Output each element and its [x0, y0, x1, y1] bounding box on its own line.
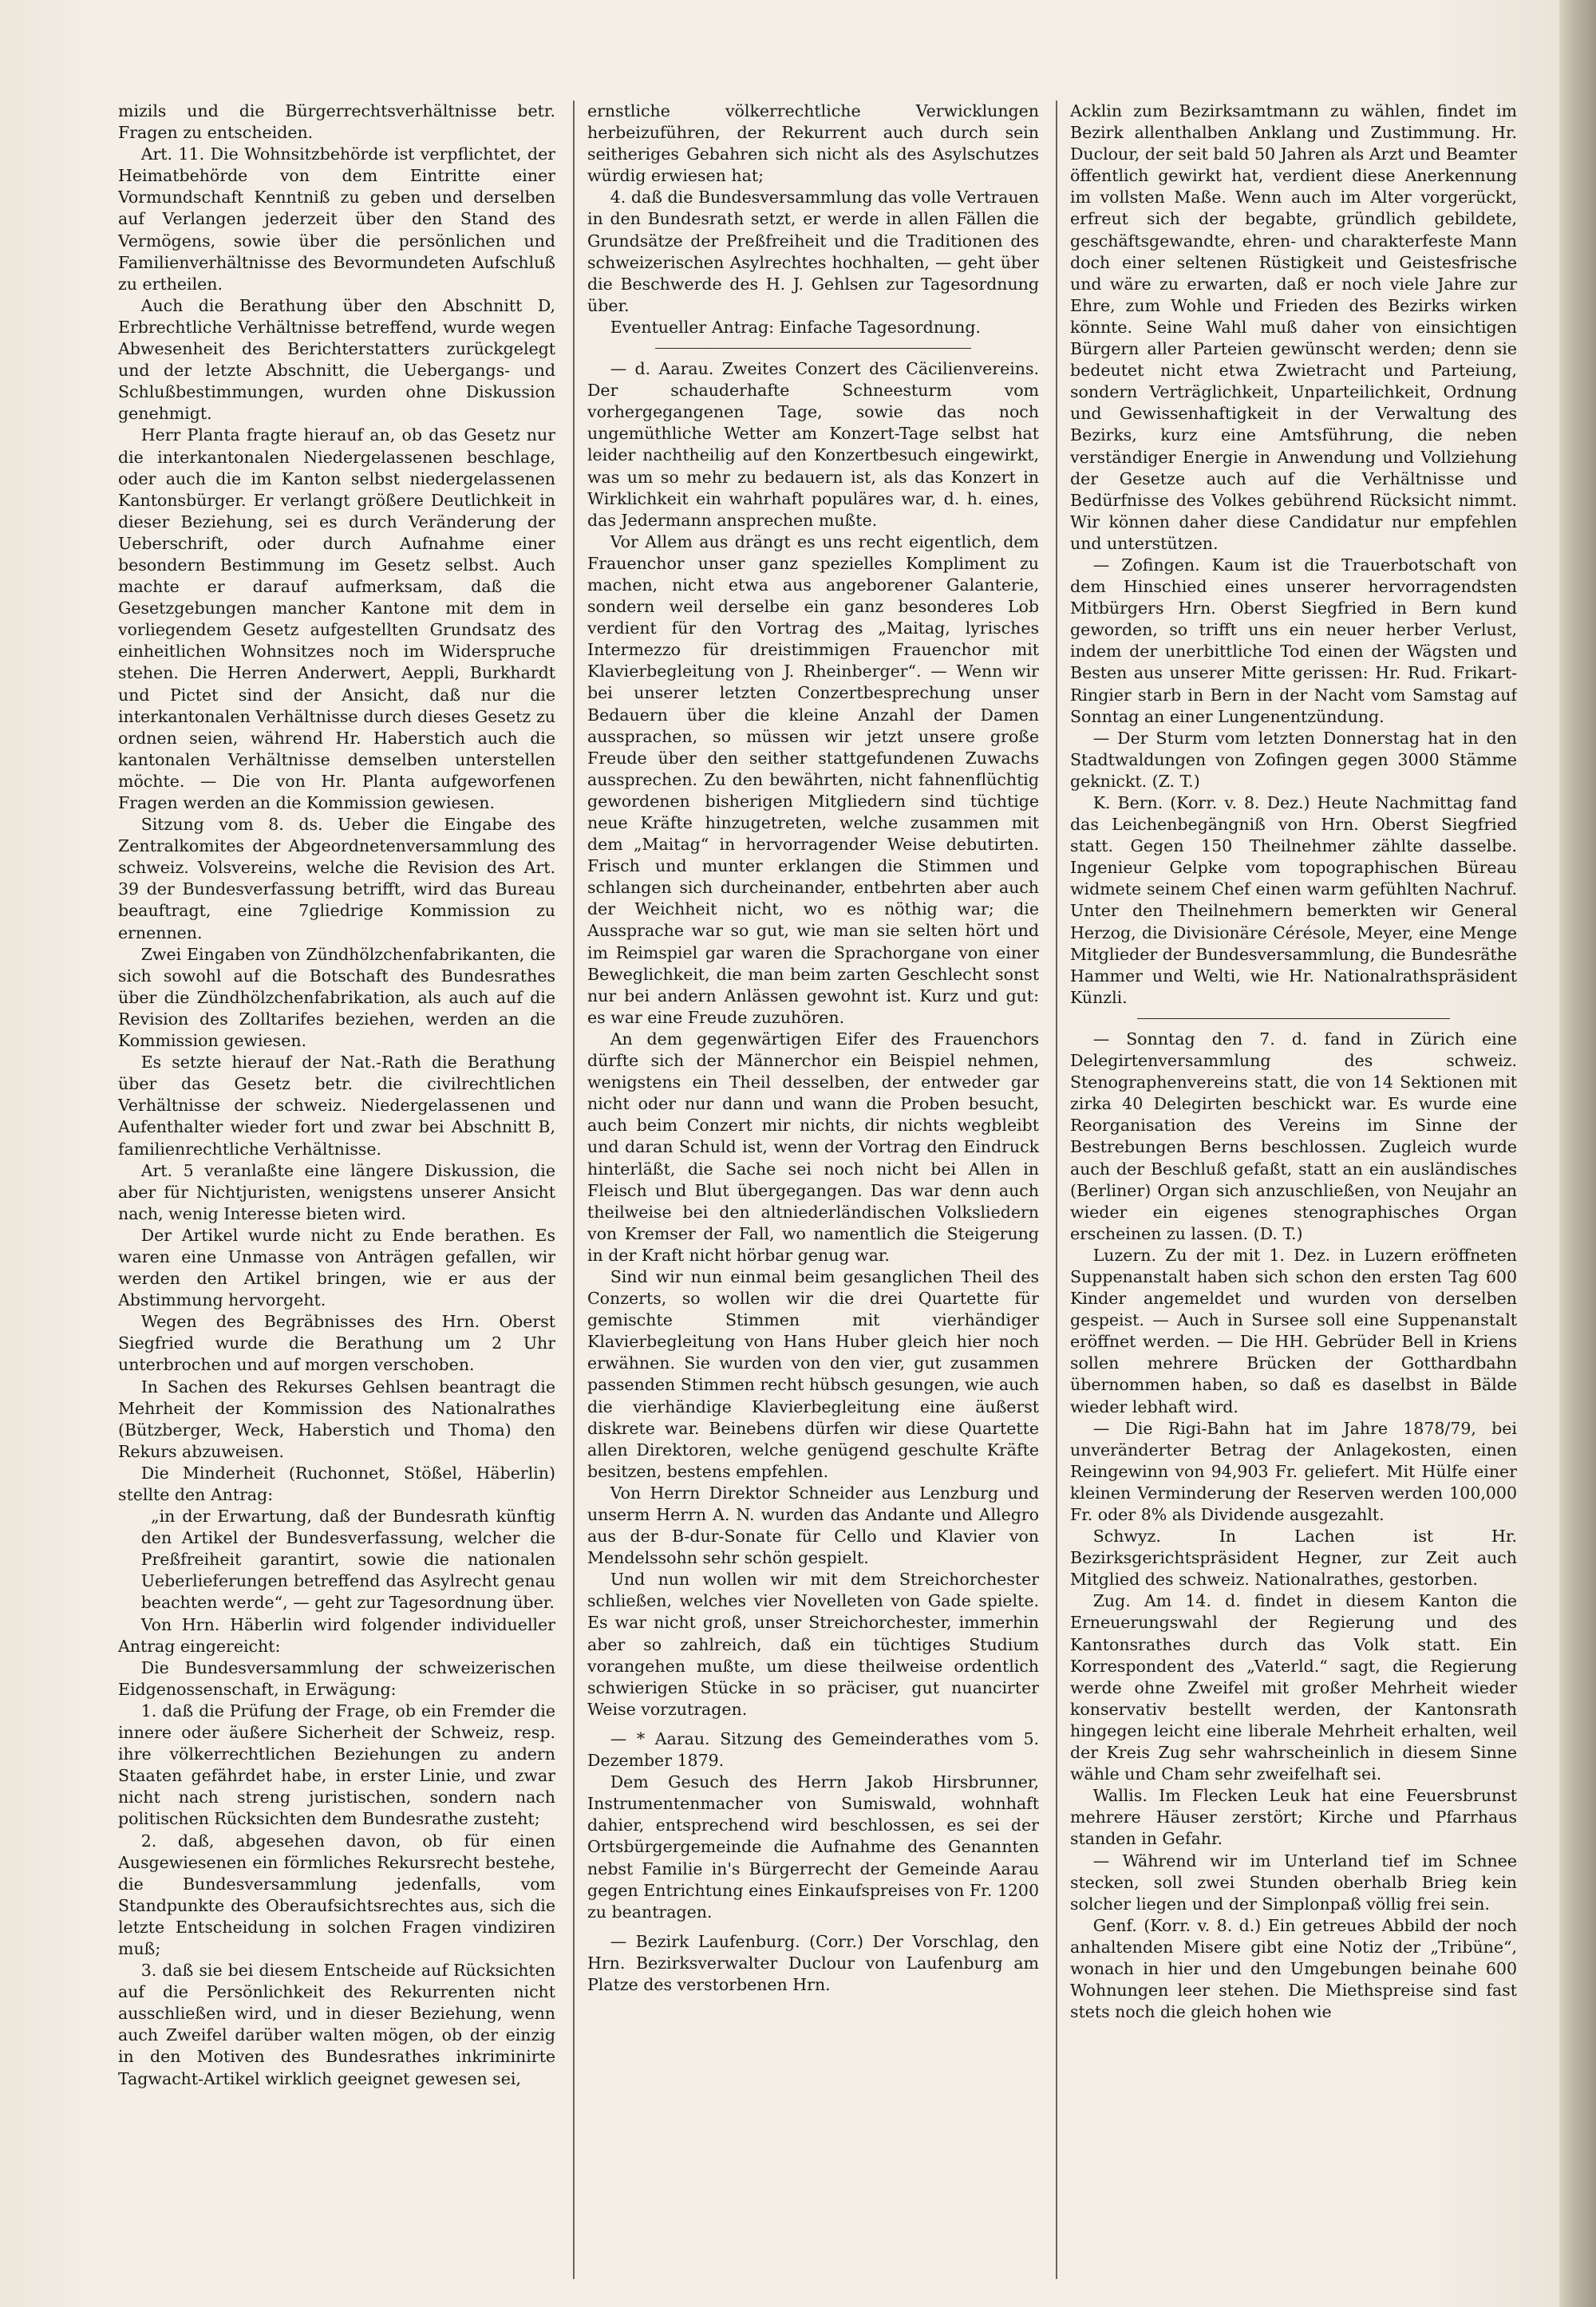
- col1-paragraph: mizils und die Bürgerrechtsverhältnisse betr. Fragen zu entscheiden.: [118, 101, 555, 143]
- col3-paragraph: Wallis. Im Flecken Leuk hat eine Feuersbrunst mehrere Häuser zerstört; Kirche und Pfarrhaus standen in Gefahr.: [1070, 1786, 1517, 1849]
- col2-paragraph: Von Herrn Direktor Schneider aus Lenzburg und unserm Herrn A. N. wurden das Andante und Allegro aus der B-dur-Sonate für Cello und Klavier von Mendelssohn sehr schön gespielt.: [587, 1483, 1039, 1568]
- col1-paragraph: Zwei Eingaben von Zündhölzchenfabrikanten, die sich sowohl auf die Botschaft des Bundesrathes über die Zündhölzchenfabrikation, als auch auf die Revision des Zolltarifes beziehen, werden an die Kommission gewiesen.: [118, 944, 555, 1051]
- col1-paragraph: Von Hrn. Häberlin wird folgender individueller Antrag eingereicht:: [118, 1614, 555, 1656]
- col2-paragraph: ernstliche völkerrechtliche Verwicklungen herbeizuführen, der Rekurrent auch durch sein seitheriges Gebahren sich nicht als des Asylschutzes würdig erwiesen hat;: [587, 101, 1039, 186]
- col3-paragraph: Schwyz. In Lachen ist Hr. Bezirksgerichtspräsident Hegner, zur Zeit auch Mitglied des schweiz. Nationalrathes, gestorben.: [1070, 1527, 1517, 1590]
- col2-paragraph: Vor Allem aus drängt es uns recht eigentlich, dem Frauenchor unser ganz spezielles Kompliment zu machen, nicht etwa aus angeborener Galanterie, sondern weil derselbe ein ganz besonderes Lob verdient für den Vortrag des „Maitag, lyrisches Intermezzo für dreistimmigen Frauenchor mit Klavierbegleitung von J. Rheinberger“. — Wenn wir bei unserer letzten Conzertbesprechung unser Bedauern über die kleine Anzahl der Damen aussprachen, so müssen wir jetzt unsere große Freude über den seither stattgefundenen Zuwachs aussprechen. Zu den bewährten, nicht fahnenflüchtig gewordenen bisherigen Mitgliedern sind tüchtige neue Kräfte hinzugetreten, welche zusammen mit dem „Maitag“ in hervorragender Weise debutirten. Frisch und munter erklangen die Stimmen und schlangen sich durcheinander, entbehrten aber auch der Weichheit nicht, wo es nöthig war; die Aussprache war so gut, wie man sie selten hört und im Reimspiel gar waren die Sprachorgane von einer Beweglichkeit, die man beim zarten Geschlecht sonst nur bei andern Anlässen gewohnt ist. Kurz und gut: es war eine Freude zuzuhören.: [587, 531, 1039, 1027]
- col2-paragraph: — * Aarau. Sitzung des Gemeinderathes vom 5. Dezember 1879.: [587, 1728, 1039, 1771]
- column-divider-1: [573, 101, 575, 2279]
- page-edge-binding: [1559, 0, 1596, 2307]
- col2-paragraph: 4. daß die Bundesversammlung das volle Vertrauen in den Bundesrath setzt, er werde in allen Fällen die Grundsätze der Preßfreiheit und die Traditionen des schweizerischen Asylrechtes hochhalten, — geht über die Beschwerde des H. J. Gehlsen zur Tagesordnung über.: [587, 188, 1039, 315]
- col3-paragraph: — Der Sturm vom letzten Donnerstag hat in den Stadtwaldungen von Zofingen gegen 3000 Stämme geknickt. (Z. T.): [1070, 728, 1517, 791]
- col3-paragraph: K. Bern. (Korr. v. 8. Dez.) Heute Nachmittag fand das Leichenbegängniß von Hrn. Oberst Siegfried statt. Gegen 150 Theilnehmer zählte dasselbe. Ingenieur Gelpke vom topographischen Büreau widmete seinem Chef einen warm gefühlten Nachruf. Unter den Theilnehmern bemerkten wir General Herzog, die Divisionäre Cérésole, Meyer, eine Menge Mitglieder der Bundesversammlung, die Bundesräthe Hammer und Welti, wie Hr. Nationalrathspräsident Künzli.: [1070, 793, 1517, 1007]
- col3-paragraph: — Während wir im Unterland tief im Schnee stecken, soll zwei Stunden oberhalb Brieg kein solcher liegen und der Simplonpaß völlig frei sein.: [1070, 1851, 1517, 1914]
- col2-paragraph: Eventueller Antrag: Einfache Tagesordnung.: [610, 317, 981, 337]
- col1-paragraph: Wegen des Begräbnisses des Hrn. Oberst Siegfried wurde die Berathung um 2 Uhr unterbrochen und auf morgen verschoben.: [118, 1312, 555, 1375]
- col3-paragraph: Zug. Am 14. d. findet in diesem Kanton die Erneuerungswahl der Regierung und des Kantonsrathes durch das Volk statt. Ein Korrespondent des „Vaterld.“ sagt, die Regierung werde ohne Zweifel mit großer Mehrheit wieder konservativ bestellt werden, der Kantonsrath hingegen leicht eine liberale Mehrheit erhalten, weil der Kreis Zug sehr wahrscheinlich in diesem Sinne wähle und Cham sehr zweifelhaft sei.: [1070, 1591, 1517, 1784]
- col2-paragraph: — Bezirk Laufenburg. (Corr.) Der Vorschlag, den Hrn. Bezirksverwalter Duclour von Laufenburg am Platze des verstorbenen Hrn.: [587, 1931, 1039, 1994]
- col3-paragraph: Luzern. Zu der mit 1. Dez. in Luzern eröffneten Suppenanstalt haben sich schon den ersten Tag 600 Kinder angemeldet und wurden von derselben gespeist. — Auch in Sursee soll eine Suppenanstalt eröffnet werden. — Die HH. Gebrüder Bell in Kriens sollen mehrere Brücken der Gotthardbahn übernommen haben, so daß es daselbst in Bälde wieder lebhaft wird.: [1070, 1245, 1517, 1416]
- col3-paragraph: Acklin zum Bezirksamtmann zu wählen, findet im Bezirk allenthalben Anklang und Zustimmung. Hr. Duclour, der seit bald 50 Jahren als Arzt und Beamter öffentlich gewirkt hat, verdient diese Anerkennung im vollsten Maße. Wenn auch im Alter vorgerückt, erfreut sich der begabte, gründlich gebildete, geschäftsgewandte, ehren- und charakterfeste Mann doch einer seltenen Rüstigkeit und Geistesfrische und wäre zu erwarten, daß er noch viele Jahre zur Ehre, zum Wohle und Frieden des Bezirks wirken könnte. Seine Wahl muß daher von einsichtigen Bürgern aller Parteien gewünscht werden; denn sie bedeutet nicht etwa Zwietracht und Parteiung, sondern Verträglichkeit, Unparteilichkeit, Ordnung und Gewissenhaftigkeit in der Verwaltung des Bezirks, kurz eine Amtsführung, die neben verständiger Energie in Anwendung und Vollziehung der Gesetze auch auf die Verhältnisse und Bedürfnisse des Volkes gebührend Rücksicht nimmt. Wir können daher diese Candidatur nur empfehlen und unterstützen.: [1070, 101, 1517, 553]
- col1-paragraph: Art. 5 veranlaßte eine längere Diskussion, die aber für Nichtjuristen, wenigstens unserer Ansicht nach, wenig Interesse bieten wird.: [118, 1160, 555, 1223]
- col3-paragraph: — Sonntag den 7. d. fand in Zürich eine Delegirtenversammlung des schweiz. Stenographenvereins statt, die von 14 Sektionen mit zirka 40 Delegirten beschickt war. Es wurde eine Reorganisation des Vereins im Sinne der Bestrebungen Berns beschlossen. Zugleich wurde auch der Beschluß gefaßt, statt an ein ausländisches (Berliner) Organ sich anzuschließen, von Neujahr an wieder ein eigenes stenographisches Organ erscheinen zu lassen. (D. T.): [1070, 1029, 1517, 1243]
- col1-paragraph: Die Bundesversammlung der schweizerischen Eidgenossenschaft, in Erwägung:: [118, 1657, 555, 1699]
- col2-paragraph: An dem gegenwärtigen Eifer des Frauenchors dürfte sich der Männerchor ein Beispiel nehmen, wenigstens ein Theil desselben, der entweder gar nicht oder nur dann und wann die Proben besucht, auch beim Conzert mir nichts, dir nichts wegbleibt und daran Schuld ist, wenn der Vortrag den Eindruck hinterläßt, die Sache sei noch nicht bei Allen in Fleisch und Blut übergegangen. Das war denn auch theilweise bei den altniederländischen Volksliedern von Kremser der Fall, wo namentlich die Steigerung in der Kraft nicht hörbar genug war.: [587, 1029, 1039, 1265]
- section-separator: [1137, 1018, 1450, 1019]
- col1-paragraph: Auch die Berathung über den Abschnitt D, Erbrechtliche Verhältnisse betreffend, wurde wegen Abwesenheit des Berichterstatters zurückgelegt und der letzte Abschnitt, die Uebergangs- und Schlußbestimmungen, wurden ohne Diskussion genehmigt.: [118, 295, 555, 424]
- column-1: [118, 101, 555, 2287]
- spacer: [587, 1923, 1039, 1931]
- col2-paragraph: Sind wir nun einmal beim gesanglichen Theil des Conzerts, so wollen wir die drei Quartette für gemischte Stimmen mit vierhändiger Klavierbegleitung von Hans Huber gleich hier noch erwähnen. Sie wurden von den vier, gut zusammen passenden Stimmen recht hübsch gesungen, wie auch die vierhändige Klavierbegleitung eine äußerst diskrete war. Beinebens dürfen wir diese Quartette allen Direktoren, welche genügend geschulte Kräfte besitzen, bestens empfehlen.: [587, 1266, 1039, 1481]
- col1-paragraph: 2. daß, abgesehen davon, ob für einen Ausgewiesenen ein förmliches Rekursrecht bestehe, die Bundesversammlung jedenfalls, vom Standpunkte des Oberaufsichtsrechtes aus, sich die letzte Entscheidung in solchen Fragen vindiziren muß;: [118, 1831, 555, 1958]
- col1-paragraph: In Sachen des Rekurses Gehlsen beantragt die Mehrheit der Kommission des Nationalrathes (Bützberger, Weck, Haberstich und Thoma) den Rekurs abzuweisen.: [118, 1377, 555, 1461]
- col1-paragraph: Es setzte hierauf der Nat.-Rath die Berathung über das Gesetz betr. die civilrechtlichen Verhältnisse der schweiz. Niedergelassenen und Aufenthalter wieder fort und zwar bei Abschnitt B, familienrechtliche Verhältnisse.: [118, 1053, 555, 1159]
- col2-paragraph: Dem Gesuch des Herrn Jakob Hirsbrunner, Instrumentenmacher von Sumiswald, wohnhaft dahier, entsprechend wird beschlossen, es sei der Ortsbürgergemeinde die Aufnahme des Genannten nebst Familie in's Bürgerrecht der Gemeinde Aarau gegen Entrichtung eines Einkaufspreises von Fr. 1200 zu beantragen.: [587, 1772, 1039, 1922]
- col2-paragraph: Und nun wollen wir mit dem Streichorchester schließen, welches vier Novelleten von Gade spielte. Es war nicht groß, unser Streichorchester, immerhin aber so zahlreich, daß ein tüchtiges Studium vorangehen mußte, um diese theilweise ordentlich schwierigen Stücke in so präciser, gut nuancirter Weise vorzutragen.: [587, 1570, 1039, 1719]
- col2-paragraph: — d. Aarau. Zweites Conzert des Cäcilienvereins. Der schauderhafte Schneesturm vom vorhergegangenen Tage, sowie das noch ungemüthliche Wetter am Konzert-Tage selbst hat leider nachtheilig auf den Konzertbesuch eingewirkt, was um so mehr zu bedauern ist, als das Konzert in Wirklichkeit ein wahrhaft populäres war, d. h. eines, das Jedermann ansprechen mußte.: [587, 359, 1039, 530]
- column-2: [587, 101, 1039, 2287]
- column-divider-2: [1056, 101, 1057, 2279]
- col1-paragraph: Art. 11. Die Wohnsitzbehörde ist verpflichtet, der Heimatbehörde von dem Eintritte einer Vormundschaft Kenntniß zu geben und derselben auf Verlangen jederzeit über den Stand des Vermögens, sowie über die persönlichen und Familienverhältnisse des Bevormundeten Aufschluß zu ertheilen.: [118, 144, 555, 294]
- col3-paragraph: — Zofingen. Kaum ist die Trauerbotschaft von dem Hinschied eines unserer hervorragendsten Mitbürgers Hrn. Oberst Siegfried in Bern kund geworden, so trifft uns ein neuer herber Verlust, indem der unerbittliche Tod einen der Wägsten und Besten aus unserer Mitte gerissen: Hr. Rud. Frikart-Ringier starb in Bern in der Nacht vom Samstag auf Sonntag an einer Lungenentzündung.: [1070, 555, 1517, 726]
- col3-paragraph: Genf. (Korr. v. 8. d.) Ein getreues Abbild der noch anhaltenden Misere gibt eine Notiz der „Tribüne“, wonach in hier und den Umgebungen beinahe 600 Wohnungen leer stehen. Die Miethspreise sind fast stets noch die gleich hohen wie: [1070, 1915, 1517, 2022]
- spacer: [587, 1720, 1039, 1728]
- col1-paragraph: Sitzung vom 8. ds. Ueber die Eingabe des Zentralkomites der Abgeordnetenversammlung des schweiz. Volsvereins, welche die Revision des Art. 39 der Bundesverfassung betrifft, wird das Bureau beauftragt, eine 7gliedrige Kommission zu ernennen.: [118, 815, 555, 942]
- col1-paragraph: 1. daß die Prüfung der Frage, ob ein Fremder die innere oder äußere Sicherheit der Schweiz, resp. ihre völkerrechtlichen Beziehungen zu andern Staaten gefährdet habe, in erster Linie, und zwar nicht nach streng juristischen, sondern nach politischen Rücksichten dem Bundesrathe zusteht;: [118, 1701, 555, 1829]
- col1-paragraph: 3. daß sie bei diesem Entscheide auf Rücksichten auf die Persönlichkeit des Rekurrenten nicht ausschließen wird, und in dieser Beziehung, wenn auch Zweifel darüber walten mögen, ob der einzig in den Motiven des Bundesrathes inkriminirte Tagwacht-Artikel wirklich geeignet gewesen sei,: [118, 1961, 555, 2088]
- col1-quote: „in der Erwartung, daß der Bundesrath künftig den Artikel der Bundesverfassung, welcher die Preßfreiheit garantirt, sowie die nationalen Ueberlieferungen betreffend das Asylrecht genau beachten werde“, — geht zur Tagesordnung über.: [140, 1507, 555, 1613]
- col1-paragraph: Die Minderheit (Ruchonnet, Stößel, Häberlin) stellte den Antrag:: [118, 1463, 555, 1504]
- col1-paragraph: Der Artikel wurde nicht zu Ende berathen. Es waren eine Unmasse von Anträgen gefallen, wir werden den Artikel bringen, wie er aus der Abstimmung hervorgeht.: [118, 1225, 555, 1310]
- col3-paragraph: — Die Rigi-Bahn hat im Jahre 1878/79, bei unveränderter Betrag der Anlagekosten, einen Reingewinn von 94,903 Fr. geliefert. Mit Hülfe einer kleinen Verminderung der Reserven werden 100,000 Fr. oder 8% als Dividende ausgezahlt.: [1070, 1418, 1517, 1524]
- section-separator: [655, 348, 971, 349]
- col1-paragraph: Herr Planta fragte hierauf an, ob das Gesetz nur die interkantonalen Niedergelassenen beschlage, oder auch die im Kanton selbst niedergelassenen Kantonsbürger. Er verlangt größere Deutlichkeit in dieser Beziehung, sei es durch Veränderung der Ueberschrift, oder durch Aufnahme einer besondern Bestimmung im Gesetz selbst. Auch machte er darauf aufmerksam, daß die Gesetzgebungen mancher Kantone mit dem in vorliegendem Gesetz aufgestellten Grundsatz des einheitlichen Wohnsitzes noch im Widerspruche stehen. Die Herren Anderwert, Aeppli, Burkhardt und Pictet sind der Ansicht, daß nur die interkantonalen Verhältnisse durch dieses Gesetz zu ordnen seien, während Hr. Haberstich auch die kantonalen Verhältnisse demselben unterstellen möchte. — Die von Hr. Planta aufgeworfenen Fragen werden an die Kommission gewiesen.: [118, 425, 555, 812]
- column-3: [1070, 101, 1517, 2287]
